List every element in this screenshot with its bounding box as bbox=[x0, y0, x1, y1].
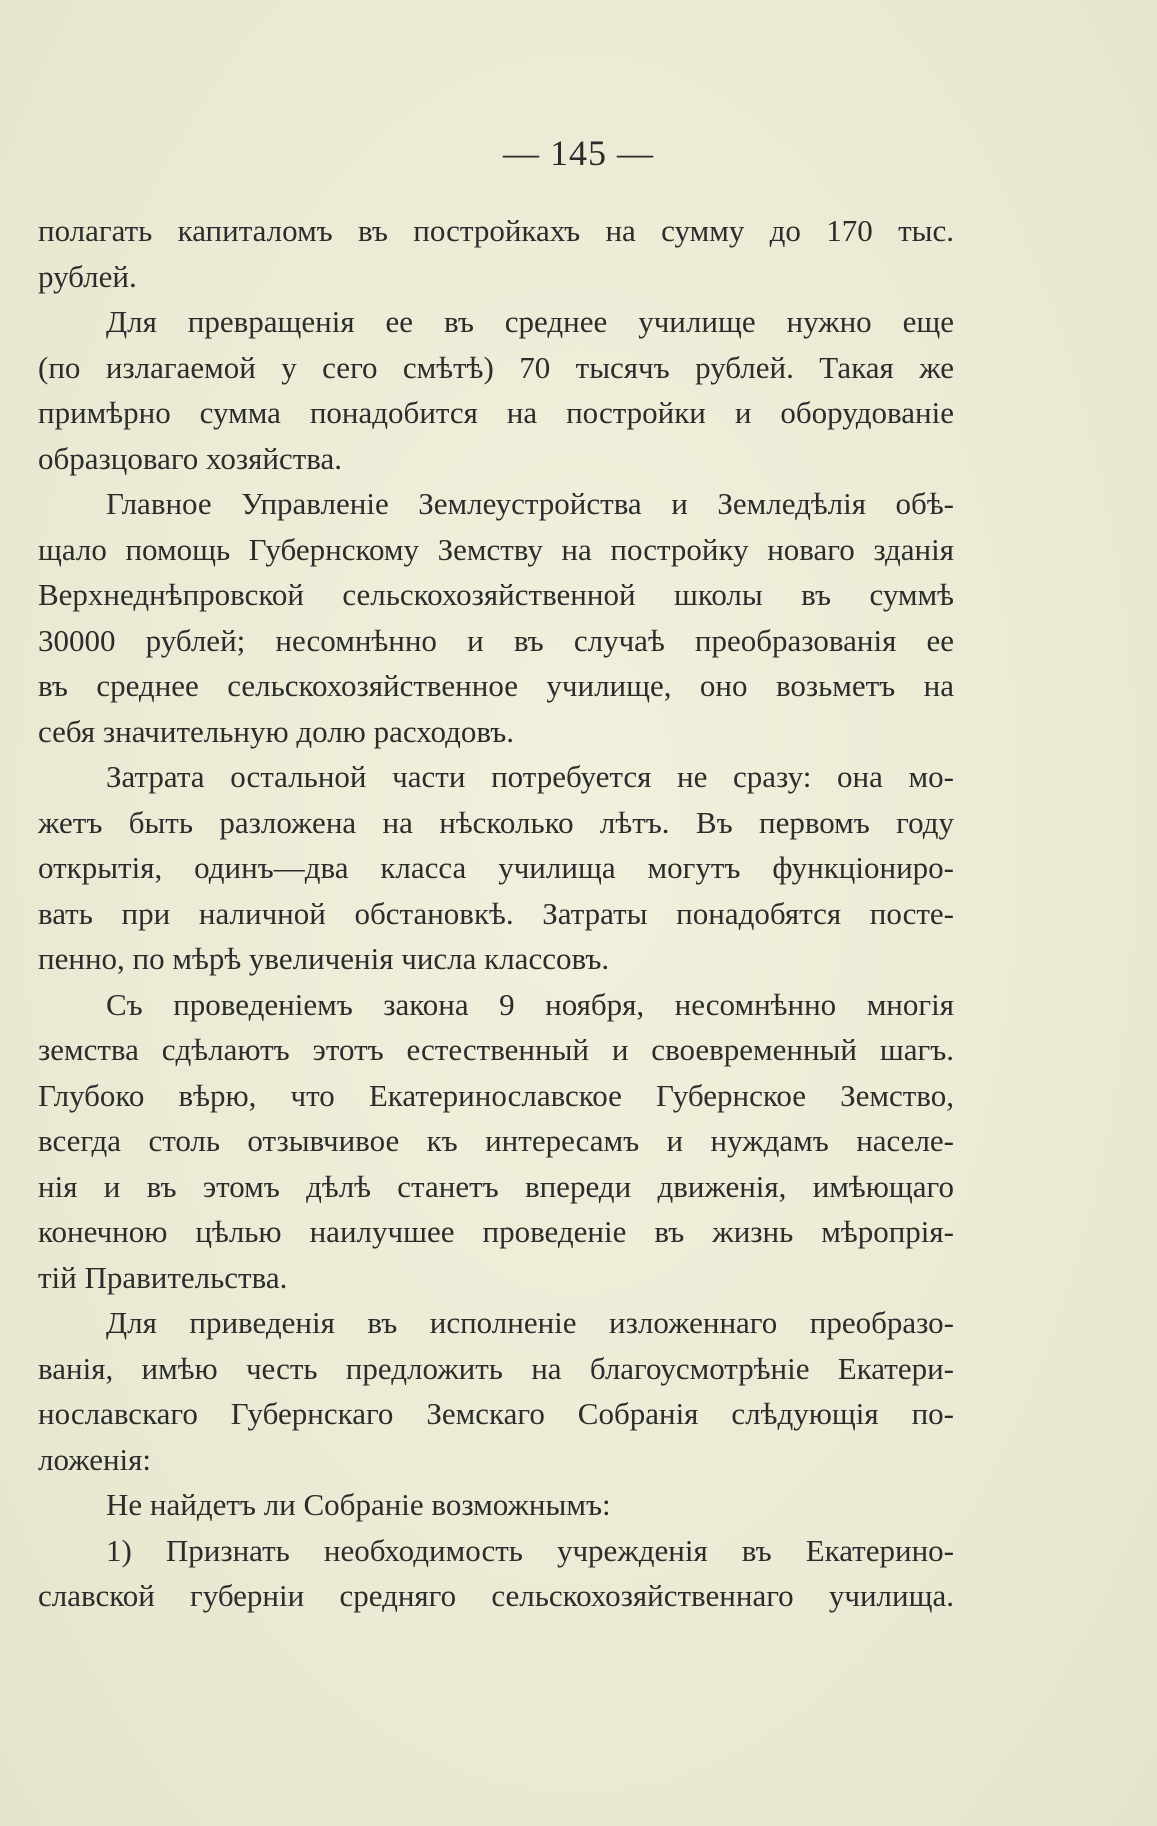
text-line: Глубоко вѣрю, что Екатеринославское Губернское Земство, bbox=[38, 1077, 954, 1113]
text-line: ванія, имѣю честь предложить на благоусмотрѣніе Екатери- bbox=[38, 1350, 954, 1386]
text-line: Главное Управленіе Землеустройства и Земледѣлія обѣ- bbox=[106, 486, 954, 521]
text-line: конечною цѣлью наилучшее проведеніе въ жизнь мѣропрія- bbox=[38, 1214, 954, 1249]
text-line: щало помощь Губернскому Земству на постройку новаго зданія bbox=[38, 531, 954, 567]
body-text bbox=[38, 208, 954, 1619]
text-line: жетъ быть разложена на нѣсколько лѣтъ. Въ первомъ году bbox=[38, 804, 954, 840]
text-line: Затрата остальной части потребуется не сразу: она мо- bbox=[106, 759, 954, 794]
text-line: (по излагаемой у сего смѣтѣ) 70 тысячъ рублей. Такая же bbox=[38, 349, 954, 385]
text-line: тій Правительства. bbox=[38, 1259, 288, 1295]
text-line: себя значительную долю расходовъ. bbox=[38, 713, 515, 749]
text-line: всегда столь отзывчивое къ интересамъ и нуждамъ населе- bbox=[38, 1123, 954, 1158]
text-line: вать при наличной обстановкѣ. Затраты понадобятся посте- bbox=[38, 895, 954, 931]
text-line: Для превращенія ее въ среднее училище нужно еще bbox=[106, 304, 954, 339]
text-line: открытія, одинъ—два класса училища могутъ функціониро- bbox=[38, 850, 954, 885]
text-line: ложенія: bbox=[38, 1441, 152, 1477]
text-line: нія и въ этомъ дѣлѣ станетъ впереди движенія, имѣющаго bbox=[38, 1168, 954, 1204]
text-line: примѣрно сумма понадобится на постройки и оборудованіе bbox=[38, 395, 954, 430]
text-line: Не найдетъ ли Собраніе возможнымъ: bbox=[106, 1487, 611, 1522]
text-line: Для приведенія въ исполненіе изложеннаго преобразо- bbox=[106, 1305, 954, 1340]
text-line: земства сдѣлаютъ этотъ естественный и своевременный шагъ. bbox=[38, 1032, 954, 1067]
text-line: образцоваго хозяйства. bbox=[38, 440, 343, 476]
text-line: Верхнеднѣпровской сельскохозяйственной школы въ суммѣ bbox=[38, 577, 954, 612]
text-line: рублей. bbox=[38, 258, 137, 294]
text-line: нославскаго Губернскаго Земскаго Собранія слѣдующія по- bbox=[38, 1396, 954, 1431]
text-line: въ среднее сельскохозяйственное училище, оно возьметъ на bbox=[38, 668, 954, 703]
text-line: Съ проведеніемъ закона 9 ноября, несомнѣнно многія bbox=[106, 986, 954, 1022]
text-line: славской губерніи средняго сельскохозяйственнаго училища. bbox=[38, 1578, 954, 1613]
text-line: полагать капиталомъ въ постройкахъ на сумму до 170 тыс. bbox=[38, 213, 954, 248]
text-line: пенно, по мѣрѣ увеличенія числа классовъ. bbox=[38, 941, 610, 976]
text-line: 30000 рублей; несомнѣнно и въ случаѣ преобразованія ее bbox=[38, 622, 954, 658]
page-number: — 145 — bbox=[503, 133, 654, 173]
text-line: 1) Признать необходимость учрежденія въ Екатерино- bbox=[106, 1532, 954, 1568]
